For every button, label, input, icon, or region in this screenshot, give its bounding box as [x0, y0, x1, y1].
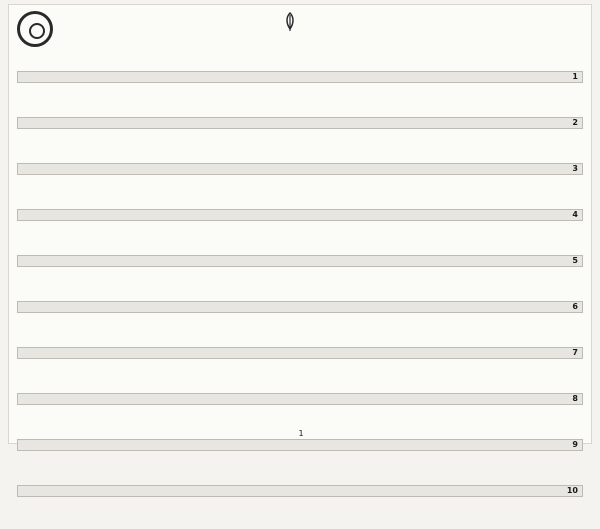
answer-options — [17, 83, 583, 115]
answer-option — [23, 199, 577, 207]
ministry-caption — [219, 35, 359, 45]
question-heading — [17, 71, 583, 83]
answer-option — [23, 337, 577, 345]
answer-option — [23, 153, 577, 161]
organization-caption — [17, 53, 167, 63]
question-heading — [17, 163, 583, 175]
answer-options — [17, 267, 583, 299]
exam-header — [9, 5, 593, 71]
answer-options — [17, 451, 583, 483]
answer-options — [17, 129, 583, 161]
question-list — [17, 71, 583, 495]
answer-option — [23, 175, 577, 183]
exam-title — [159, 51, 449, 67]
question-item — [17, 439, 583, 483]
answer-options — [17, 497, 583, 529]
meta-row — [383, 31, 583, 42]
answer-option — [23, 421, 577, 429]
answer-option — [23, 513, 577, 521]
answer-option — [23, 267, 577, 275]
question-number: 9 — [572, 440, 578, 449]
question-item — [17, 301, 583, 345]
answer-option — [23, 329, 577, 337]
question-heading — [17, 347, 583, 359]
answer-option — [23, 459, 577, 467]
answer-options — [17, 313, 583, 345]
question-number: 6 — [572, 302, 578, 311]
question-item — [17, 485, 583, 529]
question-number: 7 — [572, 348, 578, 357]
answer-option — [23, 221, 577, 229]
answer-options — [17, 359, 583, 391]
answer-option — [23, 291, 577, 299]
question-number: 8 — [572, 394, 578, 403]
question-heading — [17, 255, 583, 267]
answer-option — [23, 321, 577, 329]
answer-option — [23, 413, 577, 421]
question-number: 3 — [572, 164, 578, 173]
answer-option — [23, 497, 577, 505]
answer-option — [23, 359, 577, 367]
national-emblem-icon — [279, 11, 301, 33]
answer-option — [23, 383, 577, 391]
answer-option — [23, 405, 577, 413]
question-heading — [17, 209, 583, 221]
answer-option — [23, 99, 577, 107]
question-item — [17, 117, 583, 161]
answer-option — [23, 451, 577, 459]
answer-option — [23, 521, 577, 529]
question-heading — [17, 393, 583, 405]
answer-option — [23, 107, 577, 115]
question-heading — [17, 485, 583, 497]
answer-option — [23, 505, 577, 513]
exam-sheet — [8, 4, 592, 495]
question-number: 4 — [572, 210, 578, 219]
question-number: 2 — [572, 118, 578, 127]
answer-option — [23, 129, 577, 137]
organization-logo — [17, 11, 167, 69]
answer-option — [23, 283, 577, 291]
answer-option — [23, 367, 577, 375]
answer-option — [23, 229, 577, 237]
answer-option — [23, 313, 577, 321]
question-item — [17, 163, 583, 207]
question-item — [17, 209, 583, 253]
answer-option — [23, 183, 577, 191]
handwritten-signature — [29, 421, 99, 441]
answer-option — [23, 237, 577, 245]
question-item — [17, 255, 583, 299]
meta-row — [383, 20, 583, 31]
answer-option — [23, 475, 577, 483]
answer-option — [23, 145, 577, 153]
page-number: 1 — [298, 429, 304, 438]
organization-emblem-icon — [17, 11, 53, 47]
answer-option — [23, 245, 577, 253]
question-number: 5 — [572, 256, 578, 265]
answer-option — [23, 91, 577, 99]
question-number: 1 — [572, 72, 578, 81]
answer-option — [23, 375, 577, 383]
question-item — [17, 71, 583, 115]
question-number: 10 — [566, 486, 578, 495]
answer-option — [23, 83, 577, 91]
answer-option — [23, 275, 577, 283]
answer-option — [23, 137, 577, 145]
answer-options — [17, 175, 583, 207]
answer-option — [23, 191, 577, 199]
answer-options — [17, 221, 583, 253]
question-heading — [17, 301, 583, 313]
meta-row — [383, 9, 583, 20]
question-item — [17, 347, 583, 391]
question-heading — [17, 117, 583, 129]
answer-option — [23, 467, 577, 475]
